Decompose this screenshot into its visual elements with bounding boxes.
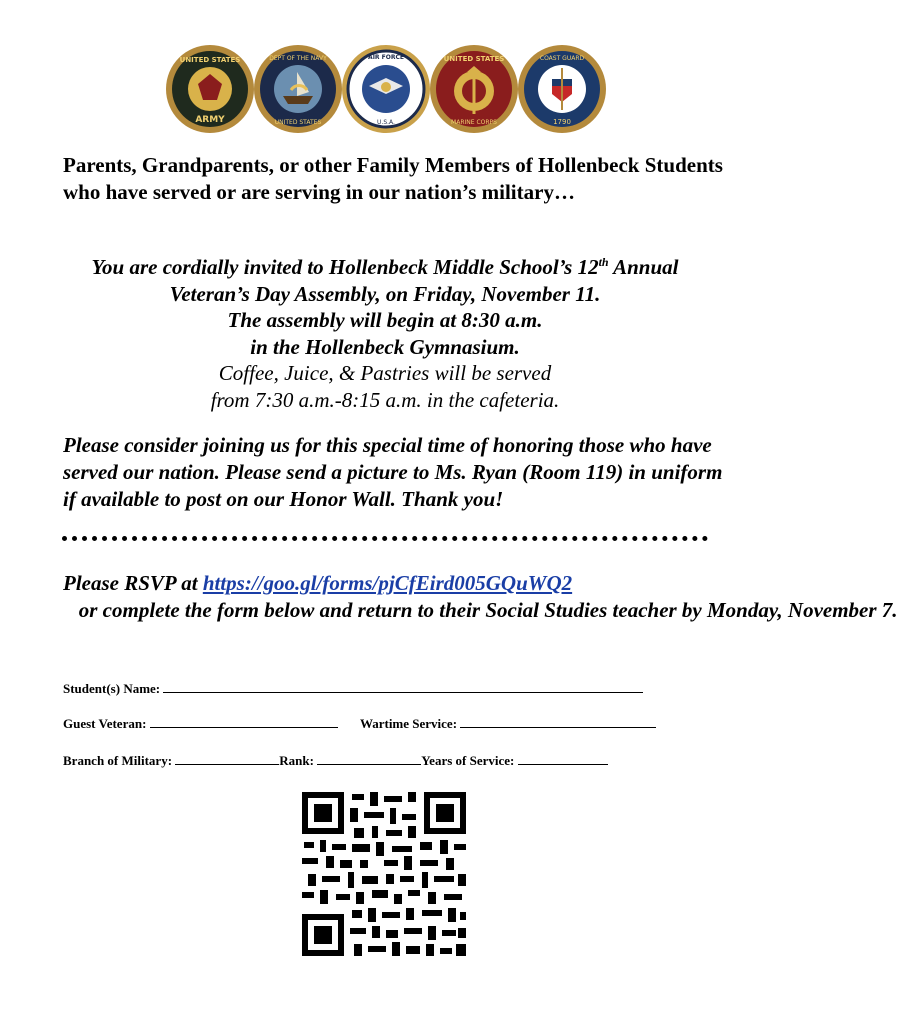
military-seals-row [165, 44, 605, 136]
years-label: Years of Service: [421, 753, 515, 768]
coast-guard-seal-icon [517, 44, 607, 134]
wartime-service-label: Wartime Service: [359, 716, 458, 731]
invite-line-5: Coffee, Juice, & Pastries will be served [218, 361, 552, 385]
invite-line-4: in the Hollenbeck Gymnasium. [250, 334, 520, 359]
rank-label: Rank: [279, 753, 314, 768]
rsvp-link[interactable]: https://goo.gl/forms/pjCfEird005GQuWQ2 [202, 571, 573, 595]
invite-line-6: from 7:30 a.m.-8:15 a.m. in the cafeteria. [210, 387, 560, 412]
rsvp-paragraph: Please RSVP at https://goo.gl/forms/pjCfEird005GQuWQ2 or complete the form below and return to their Social Studies teacher by Monday, November 7. [63, 571, 898, 622]
guest-row [63, 714, 656, 732]
svg-text:ARMY: ARMY [195, 115, 225, 125]
svg-text:DEPT OF THE NAVY: DEPT OF THE NAVY [269, 55, 327, 62]
wartime-service-field[interactable] [460, 714, 656, 728]
student-name-field[interactable] [163, 679, 643, 693]
guest-veteran-field[interactable] [150, 714, 338, 728]
svg-text:U.S.A.: U.S.A. [377, 119, 395, 126]
navy-seal-icon [253, 44, 343, 134]
student-name-label: Student(s) Name: [63, 681, 161, 696]
invitation-block [40, 254, 730, 413]
svg-text:MARINE CORPS: MARINE CORPS [451, 119, 497, 126]
svg-text:1790: 1790 [553, 118, 571, 126]
cut-line-divider [62, 536, 708, 541]
intro-heading: Parents, Grandparents, or other Family Members of Hollenbeck Students who have served or are serving in our nation’s military… [63, 153, 723, 204]
branch-label: Branch of Military: [63, 753, 173, 768]
svg-text:UNITED STATES: UNITED STATES [179, 56, 241, 64]
air-force-seal-icon [341, 44, 431, 134]
marine-corps-seal-icon [429, 44, 519, 134]
years-field[interactable] [518, 751, 608, 765]
honor-wall-request: Please consider joining us for this special time of honoring those who have served our nation. Please send a picture to Ms. Ryan (Room 119) in uniform if available to post on our Honor Wall. Thank you! [63, 433, 723, 511]
army-seal-icon [165, 44, 255, 134]
svg-text:COAST GUARD: COAST GUARD [539, 55, 585, 62]
svg-text:UNITED STATES: UNITED STATES [274, 119, 322, 126]
branch-field[interactable] [175, 751, 279, 765]
student-name-row [63, 679, 643, 697]
rsvp-qr-code[interactable] [300, 790, 468, 958]
invite-line-2: Veteran’s Day Assembly, on Friday, November 11. [169, 281, 601, 306]
branch-row [63, 751, 608, 769]
guest-veteran-label: Guest Veteran: [63, 716, 147, 731]
invite-line-1: You are cordially invited to Hollenbeck Middle School’s 12th Annual [91, 255, 679, 279]
svg-text:AIR FORCE: AIR FORCE [368, 54, 404, 61]
invite-line-3: The assembly will begin at 8:30 a.m. [227, 308, 543, 332]
rank-field[interactable] [317, 751, 421, 765]
svg-text:UNITED STATES: UNITED STATES [443, 55, 505, 63]
